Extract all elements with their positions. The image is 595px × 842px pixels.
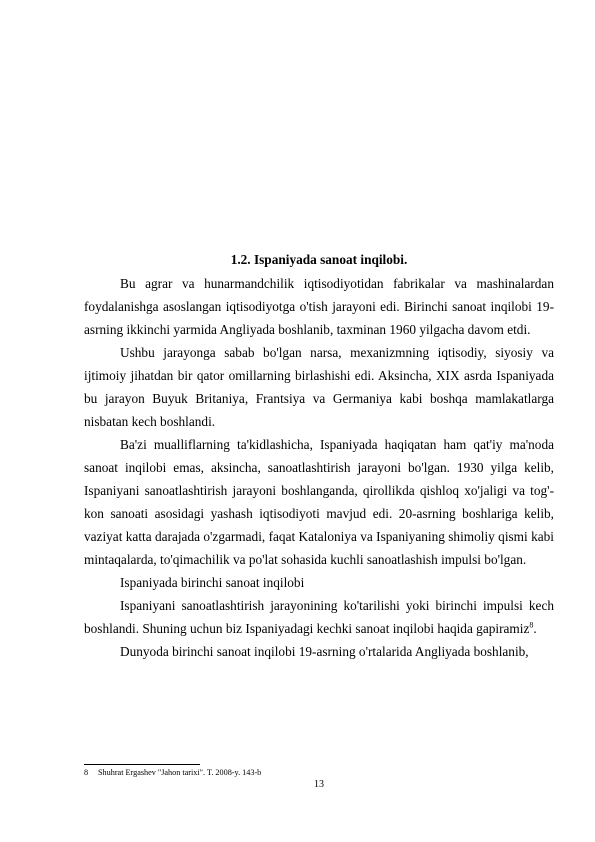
footnote-text: Shuhrat Ergashev "Jahon tarixi". T. 2008-y. 143-b [98,768,262,777]
footnote-mark: 8 [84,768,89,777]
body-text [84,272,554,663]
paragraph-5 [84,594,554,640]
section-heading: 1.2. Ispaniyada sanoat inqilobi. [230,252,408,267]
paragraph-subheading: Ispaniyada birinchi sanoat inqilobi [120,575,305,590]
paragraph-6: Dunyoda birinchi sanoat inqilobi 19-asrning o'rtalarida Angliyada boshlanib, [120,644,529,659]
footnote-reference[interactable]: 8 [529,620,534,630]
paragraph-2: Ushbu jarayonga sabab bo'lgan narsa, mexanizmning iqtisodiy, siyosiy va ijtimoiy jihatdan bir qator omillarning birlashishi edi. Aksincha, XIX asrda Ispaniyada bu jarayon Buyuk Britaniya, Frantsiya va Germaniya kabi boshqa mamlakatlarga nisbatan kech boshlandi. [84,345,554,429]
footnote-separator [84,764,200,765]
page-number: 13 [314,779,324,790]
paragraph-3: Ba'zi mualliflarning ta'kidlashicha, Ispaniyada haqiqatan ham qat'iy ma'noda sanoat inqilobi emas, aksincha, sanoatlashtirish jarayoni bo'lgan. 1930 yilga kelib, Ispaniyani sanoatlashtirish jarayoni boshlanganda, qirollikda qishloq xo'jaligi va tog'-kon sanoati asosidagi yashash iqtisodiyoti mavjud edi. 20-asrning boshlariga kelib, vaziyat katta darajada o'zgarmadi, faqat Kataloniya va Ispaniyaning shimoliy qismi kabi mintaqalarda, to'qimachilik va po'lat sohasida kuchli sanoatlashish impulsi bo'lgan. [84,437,554,567]
paragraph-1: Bu agrar va hunarmandchilik iqtisodiyotidan fabrikalar va mashinalardan foydalanishga asoslangan iqtisodiyotga o'tish jarayoni edi. Birinchi sanoat inqilobi 19-asrning ikkinchi yarmida Angliyada boshlanib, taxminan 1960 yilgacha davom etdi. [84,276,554,337]
paragraph-5-trailing: . [533,621,537,636]
paragraph-5-text: Ispaniyani sanoatlashtirish jarayonining ko'tarilishi yoki birinchi impulsi kech boshlandi. Shuning uchun biz Ispaniyadagi kechki sanoat inqilobi haqida gapiramiz [84,598,554,636]
footnote [84,767,261,778]
